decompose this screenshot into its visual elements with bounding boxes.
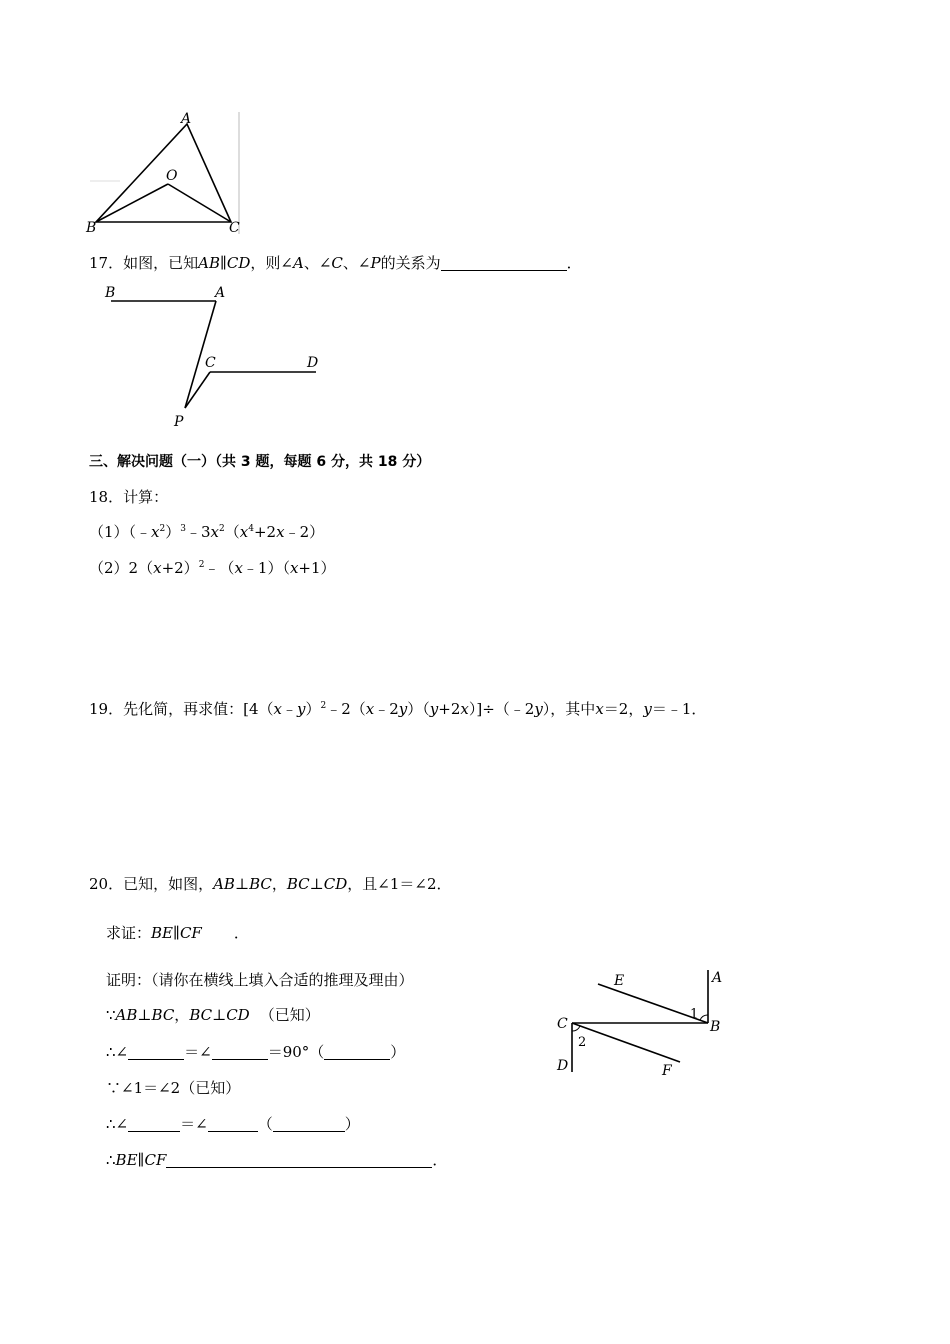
- label-1: 1: [690, 1007, 699, 1022]
- label-c: C: [205, 355, 216, 371]
- label-a: A: [215, 285, 226, 301]
- line-cf: [572, 1023, 680, 1062]
- label-p: P: [174, 414, 184, 430]
- blank-angle-2[interactable]: [212, 1044, 268, 1060]
- label-b: B: [710, 1019, 721, 1035]
- label-d: D: [557, 1058, 569, 1074]
- question-18-part-2: $(2)2(x+2)^2﹣(x﹣1)(x+1)$: [89, 559, 336, 577]
- question-18-head: 18．计算：: [89, 488, 169, 506]
- proof-instruction: 证明：（请你在横线上填入合适的推理及理由）: [106, 971, 414, 989]
- label-a: A: [712, 970, 723, 986]
- label-c: C: [229, 220, 240, 236]
- proof-step-1: ∵AB⊥BC，BC⊥CD （已知）: [106, 1006, 320, 1024]
- label-b: B: [86, 220, 97, 236]
- question-20-head: 20．已知，如图，AB⊥BC，BC⊥CD，且∠1＝∠2．: [89, 875, 452, 893]
- label-2: 2: [578, 1035, 587, 1050]
- figure-triangle-abc-o: [80, 108, 250, 238]
- label-b: B: [105, 285, 116, 301]
- proof-step-5: ∴BE∥CF ．: [106, 1151, 448, 1169]
- figure-20: [548, 962, 748, 1082]
- question-17: 17．如图，已知AB∥CD，则∠A、∠C、∠P的关系为 ．: [89, 254, 582, 272]
- blank-angle-4[interactable]: [208, 1116, 258, 1132]
- question-19: 19．先化简，再求值：[4（x﹣y）$^2$﹣2（x﹣2y）（y+2x）]÷（﹣2y），其中x＝2，y＝﹣1．: [89, 700, 707, 718]
- label-e: E: [614, 973, 625, 989]
- proof-step-2: ∴∠ ＝∠ ＝90°（ ）: [106, 1043, 406, 1061]
- label-a: A: [181, 111, 192, 127]
- blank-reason-1[interactable]: [324, 1044, 390, 1060]
- blank-reason-2[interactable]: [273, 1116, 345, 1132]
- angle-1-arc: [700, 1015, 708, 1020]
- angle-2-arc: [572, 1026, 580, 1031]
- label-f: F: [662, 1063, 672, 1079]
- line-pc: [185, 372, 210, 408]
- label-o: O: [166, 168, 178, 184]
- proof-step-4: ∴∠ ＝∠ （ ）: [106, 1115, 360, 1133]
- question-20-prove: 求证：BE∥CF ．: [106, 924, 249, 942]
- section-3-title: 三、解决问题（一）（共 3 题，每题 6 分，共 18 分）: [89, 454, 431, 470]
- q17-answer-blank[interactable]: [441, 255, 567, 271]
- label-d: D: [307, 355, 319, 371]
- label-c: C: [557, 1016, 568, 1032]
- question-18-part-1: $(1)(﹣x^2)^3﹣3x^2(x^4+2x﹣2)$: [89, 523, 325, 541]
- blank-conclusion-reason[interactable]: [166, 1152, 432, 1168]
- figure-17-parallel-lines: [100, 280, 330, 430]
- proof-step-3: ∵∠1＝∠2（已知）: [106, 1079, 241, 1097]
- segment-bo: [96, 184, 168, 222]
- blank-angle-3[interactable]: [128, 1116, 180, 1132]
- segment-oc: [168, 184, 231, 222]
- triangle-abc: [96, 124, 231, 222]
- blank-angle-1[interactable]: [128, 1044, 184, 1060]
